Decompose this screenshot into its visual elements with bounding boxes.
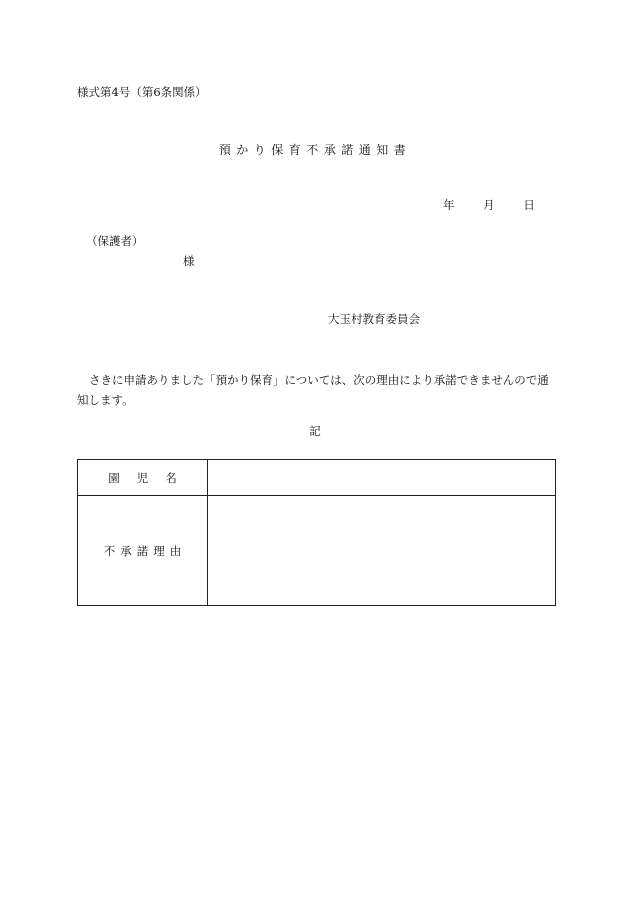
recipient-honorific: 様 (183, 254, 195, 268)
reason-label: 不承諾理由 (78, 496, 208, 606)
reason-value (208, 496, 556, 606)
document-title: 預かり保育不承諾通知書 (218, 143, 412, 157)
child-name-value (208, 460, 556, 496)
info-table (77, 459, 556, 606)
date-line (443, 200, 535, 212)
ki-heading: 記 (309, 424, 321, 438)
issuer-name: 大玉村教育委員会 (328, 312, 420, 326)
form-number: 様式第4号（第6条関係） (77, 85, 207, 99)
guardian-label: （保護者） (86, 234, 144, 248)
date-month-label: 月 (483, 198, 495, 212)
table-row-reason (78, 496, 556, 606)
date-year-label: 年 (443, 198, 455, 212)
notice-body: さきに申請ありました「預かり保育」については、次の理由により承諾できませんので通知します。 (77, 373, 549, 407)
date-day-label: 日 (523, 198, 535, 212)
table-row-child-name (78, 460, 556, 496)
child-name-label: 園児名 (78, 460, 208, 496)
